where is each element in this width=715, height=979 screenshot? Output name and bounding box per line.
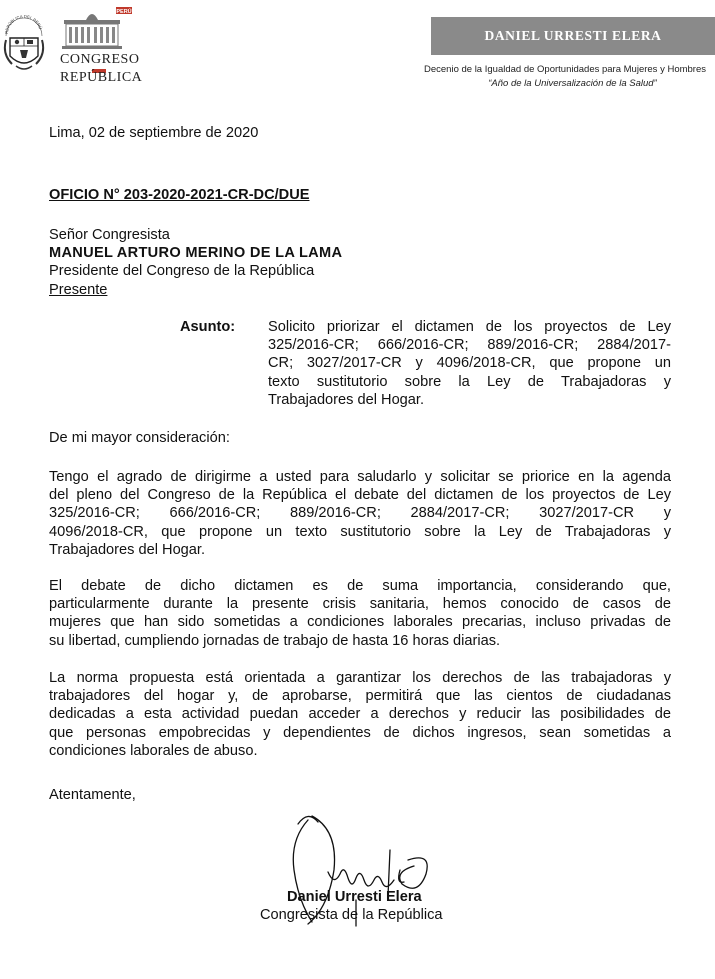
signer-name: Daniel Urresti Elera: [287, 889, 422, 905]
paragraph-line: mujeres que han sido sometidas a condiciones laborales precarias, incluso privadas de: [49, 614, 671, 631]
peru-coat-of-arms-seal: [2, 6, 46, 78]
paragraph-line: su libertad, cumpliendo jornadas de trabajo de hasta 16 horas diarias.: [49, 632, 501, 649]
paragraph-line: Trabajadores del Hogar.: [49, 541, 206, 558]
paragraph-line: Tengo el agrado de dirigirme a usted para saludarlo y solicitar se priorice en la agenda: [49, 469, 671, 485]
asunto-line: Solicito priorizar el dictamen de los proyectos de Ley: [268, 319, 671, 335]
author-name-banner: DANIEL URRESTI ELERA: [431, 17, 715, 55]
presente-label: Presente: [49, 281, 108, 298]
body-paragraph-1: [49, 468, 671, 559]
asunto-line: CR; 3027/2017-CR y 4096/2018-CR, que propone un: [268, 355, 671, 372]
letter-date: Lima, 02 de septiembre de 2020: [49, 125, 259, 141]
seal-text: REPÚBLICA DEL PERÚ: [3, 13, 44, 35]
body-paragraph-3: [49, 669, 671, 760]
anio-text: “Año de la Universalización de la Salud”: [488, 78, 657, 89]
asunto-line: Trabajadores del Hogar.: [268, 391, 425, 408]
paragraph-line: condiciones laborales de abuso.: [49, 742, 258, 759]
paragraph-line: El debate de dicho dictamen es de suma importancia, considerando que,: [49, 578, 671, 594]
paragraph-line: 4096/2018-CR, que propone un texto sustitutorio sobre la Ley de Trabajadoras y: [49, 523, 671, 540]
paragraph-line: del pleno del Congreso de la República el debate del dictamen de los proyectos de Ley: [49, 487, 671, 504]
paragraph-line: La norma propuesta está orientada a garantizar los derechos de las trabajadoras y: [49, 670, 671, 686]
closing: Atentamente,: [49, 787, 136, 803]
decenio-text: Decenio de la Igualdad de Oportunidades para Mujeres y Hombres: [424, 64, 706, 75]
asunto-label: Asunto:: [180, 319, 236, 335]
congreso-building-icon: [58, 6, 134, 52]
recipient-block: [49, 226, 342, 299]
paragraph-line: dedicadas a esta actividad puedan acceder a derechos y reducir las posibilidades de: [49, 706, 671, 723]
recipient-name: MANUEL ARTURO MERINO DE LA LAMA: [49, 245, 343, 262]
asunto-line: 325/2016-CR; 666/2016-CR; 889/2016-CR; 2884/2017-: [268, 337, 671, 354]
paragraph-line: que personas empobrecidas y dependientes de dichos ingresos, sean sometidas a: [49, 724, 671, 741]
republica-word: REPÚBLICA: [60, 70, 143, 85]
signer-position: Congresista de la República: [260, 907, 443, 923]
recipient-position: Presidente del Congreso de la República: [49, 263, 315, 280]
paragraph-line: 325/2016-CR; 666/2016-CR; 889/2016-CR; 2884/2017-CR; 3027/2017-CR y: [49, 505, 671, 522]
recipient-title: Señor Congresista: [49, 227, 170, 243]
body-paragraph-2: [49, 577, 671, 650]
congreso-word: CONGRESO: [60, 52, 140, 67]
paragraph-line: trabajadores del hogar y, de aprobarse, permitirá que las cientos de ciudadanas: [49, 688, 671, 705]
asunto-line: texto sustitutorio sobre la Ley de Trabajadoras y: [268, 373, 671, 390]
greeting: De mi mayor consideración:: [49, 430, 230, 446]
oficio-number: OFICIO N° 203-2020-2021-CR-DC/DUE: [49, 187, 310, 203]
congreso-badge-text: PERÚ: [116, 9, 132, 15]
paragraph-line: particularmente durante la presente crisis sanitaria, hemos conocido de casos de: [49, 596, 671, 613]
svg-text:REPÚBLICA DEL PERÚ: [4, 14, 43, 34]
congreso-logo: [56, 6, 143, 86]
asunto-text: [268, 318, 671, 409]
